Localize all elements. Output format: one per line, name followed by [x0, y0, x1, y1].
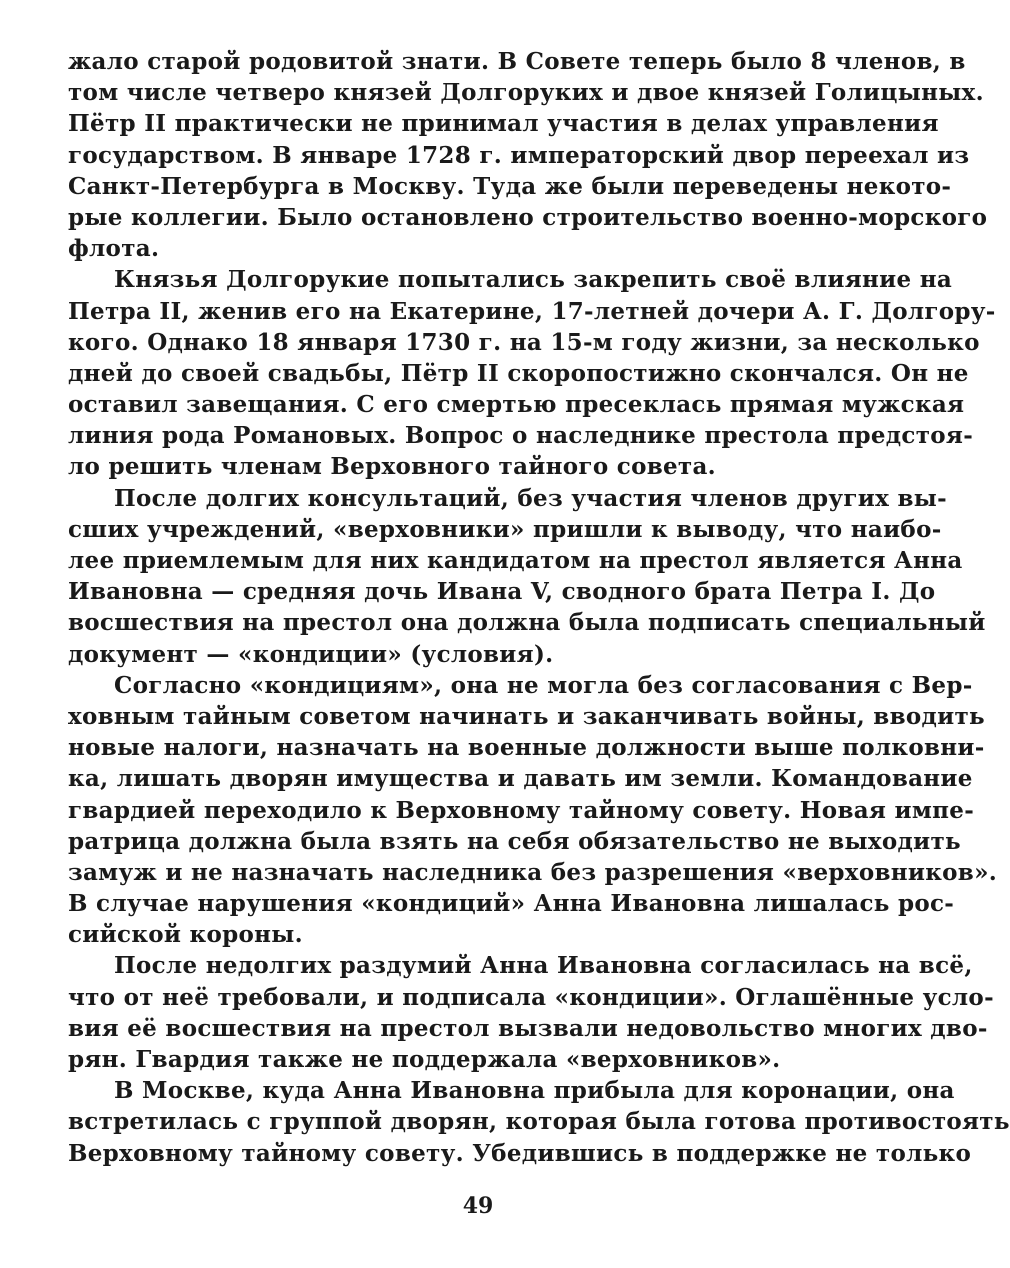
text-line: Верховному тайному совету. Убедившись в поддержке не только [68, 1139, 972, 1167]
text-line: Князья Долгорукие попытались закрепить своё влияние на [114, 266, 953, 294]
text-line: После долгих консультаций, без участия членов других вы- [114, 484, 947, 512]
text-line: дней до своей свадьбы, Пётр II скоропостижно скончался. Он не [68, 359, 969, 387]
text-line: После недолгих раздумий Анна Ивановна согласилась на всё, [114, 952, 973, 980]
text-line: лее приемлемым для них кандидатом на престол является Анна [68, 547, 963, 574]
body-text [68, 46, 1010, 1169]
text-line: В случае нарушения «кондиций» Анна Ивановна лишалась рос- [68, 890, 955, 918]
text-line: восшествия на престол она должна была подписать специальный [68, 609, 986, 637]
text-line: сийской короны. [68, 921, 303, 949]
text-line: встретилась с группой дворян, которая была готова противостоять [68, 1108, 1010, 1136]
paragraph-5 [68, 950, 994, 1075]
paragraph-6 [68, 1075, 1010, 1169]
text-line: Санкт-Петербурга в Москву. Туда же были переведены некото- [68, 172, 952, 200]
text-line: Петра II, женив его на Екатерине, 17-летней дочери А. Г. Долгору- [68, 297, 996, 325]
text-line: что от неё требовали, и подписала «кондиции». Оглашённые усло- [68, 983, 994, 1011]
text-line: сших учреждений, «верховники» пришли к выводу, что наибо- [68, 515, 942, 543]
text-line: кого. Однако 18 января 1730 г. на 15-м году жизни, за несколько [68, 328, 980, 356]
text-line: линия рода Романовых. Вопрос о наследнике престола предстоя- [68, 422, 974, 450]
text-line: документ — «кондиции» (условия). [68, 640, 554, 668]
paragraph-4 [68, 670, 998, 951]
text-line: Ивановна — средняя дочь Ивана V, сводного брата Петра I. До [68, 578, 936, 606]
text-line: ратрица должна была взять на себя обязательство не выходить [68, 827, 961, 855]
text-line: рян. Гвардия также не поддержала «верховников». [68, 1046, 781, 1073]
text-line: новые налоги, назначать на военные должности выше полковни- [68, 734, 985, 762]
text-line: том числе четверо князей Долгоруких и двое князей Голицыных. [68, 79, 984, 107]
text-line: ка, лишать дворян имущества и давать им земли. Командование [68, 765, 973, 793]
text-line: гвардией переходило к Верховному тайному совету. Новая импе- [68, 796, 975, 824]
text-line: государством. В январе 1728 г. императорский двор переехал из [68, 141, 970, 169]
paragraph-2 [68, 264, 996, 482]
text-line: Пётр II практически не принимал участия в делах управления [68, 110, 939, 138]
text-line: жало старой родовитой знати. В Совете теперь было 8 членов, в [68, 48, 966, 75]
text-line: вия её восшествия на престол вызвали недовольство многих дво- [68, 1014, 988, 1042]
text-line: ло решить членам Верховного тайного совета. [68, 453, 716, 481]
text-line: Согласно «кондициям», она не могла без согласования с Вер- [114, 671, 973, 699]
paragraph-3 [68, 483, 986, 670]
page-number: 49 [462, 1193, 494, 1219]
text-line: ховным тайным советом начинать и заканчивать войны, вводить [68, 702, 985, 730]
text-line: рые коллегии. Было остановлено строительство военно-морского [68, 203, 988, 231]
text-line: замуж и не назначать наследника без разрешения «верховников». [68, 858, 998, 886]
text-line: флота. [68, 235, 160, 263]
text-line: В Москве, куда Анна Ивановна прибыла для коронации, она [114, 1077, 955, 1105]
paragraph-1 [68, 46, 988, 264]
text-line: оставил завещания. С его смертью пресеклась прямая мужская [68, 391, 965, 419]
